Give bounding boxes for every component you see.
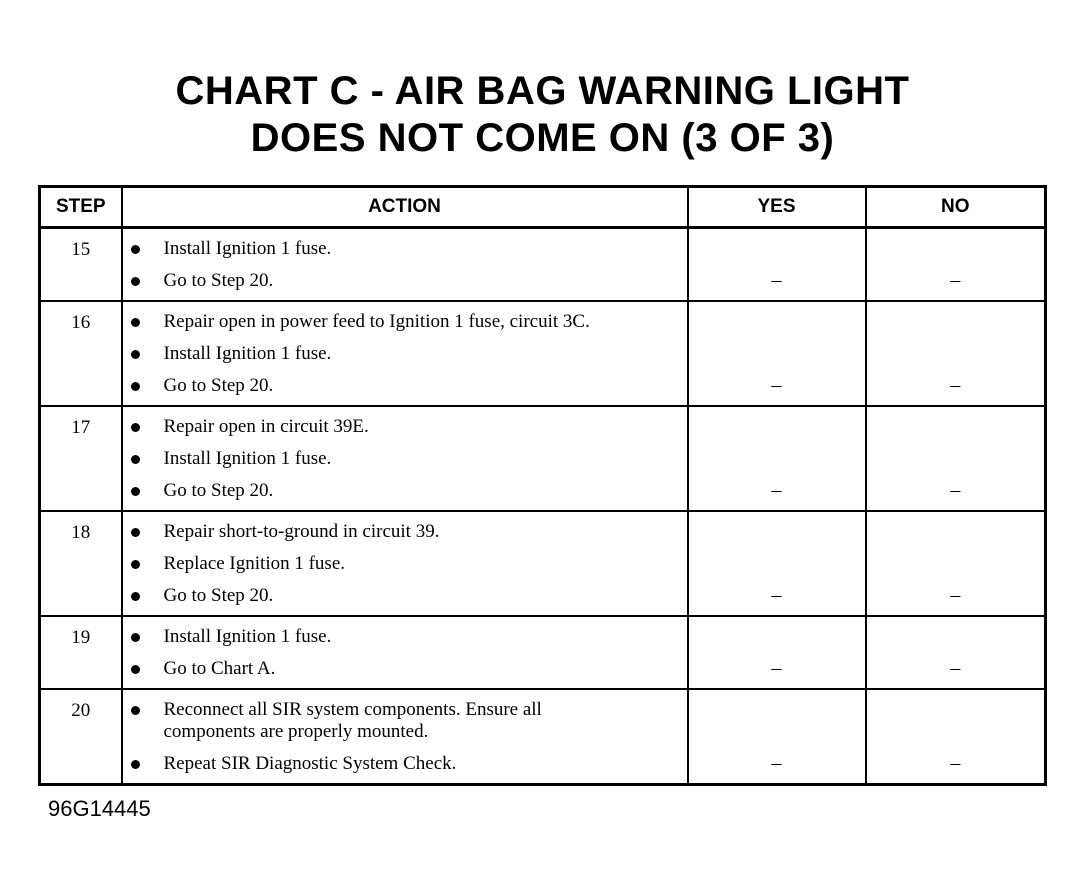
figure-code: 96G14445 (48, 796, 151, 821)
yes-cell (688, 616, 866, 689)
action-item (123, 699, 687, 743)
action-text: Repair open in power feed to Ignition 1 fuse, circuit 3C. (163, 311, 590, 332)
action-cell (122, 689, 688, 785)
no-cell (866, 228, 1046, 302)
action-item (123, 238, 687, 260)
bullet-icon (131, 423, 140, 432)
action-text: Repair open in circuit 39E. (163, 416, 369, 437)
bullet-icon (131, 350, 140, 359)
action-text: Go to Step 20. (163, 375, 274, 396)
yes-result: – (771, 374, 782, 396)
action-item (123, 585, 687, 607)
table-row (40, 406, 1046, 511)
bullet-icon (131, 665, 140, 674)
action-text: Go to Step 20. (163, 480, 274, 501)
action-item (123, 753, 687, 775)
yes-result: – (771, 584, 782, 606)
table-row (40, 616, 1046, 689)
chart-title-line2: DOES NOT COME ON (3 OF 3) (250, 116, 835, 160)
table-row (40, 301, 1046, 406)
bullet-icon (131, 382, 140, 391)
no-result: – (950, 269, 961, 291)
step-number: 17 (40, 406, 122, 511)
yes-result: – (771, 269, 782, 291)
bullet-icon (131, 706, 140, 715)
no-cell (866, 301, 1046, 406)
no-result: – (950, 584, 961, 606)
action-cell (122, 511, 688, 616)
bullet-icon (131, 560, 140, 569)
yes-cell (688, 689, 866, 785)
action-cell (122, 406, 688, 511)
no-cell (866, 616, 1046, 689)
action-text: Install Ignition 1 fuse. (163, 238, 332, 259)
no-result: – (950, 374, 961, 396)
action-item (123, 270, 687, 292)
action-text: Reconnect all SIR system components. Ensure all components are properly mounted. (163, 699, 542, 742)
yes-cell (688, 511, 866, 616)
yes-result: – (771, 657, 782, 679)
bullet-icon (131, 760, 140, 769)
yes-result: – (771, 479, 782, 501)
no-result: – (950, 752, 961, 774)
no-cell (866, 511, 1046, 616)
bullet-icon (131, 633, 140, 642)
action-text: Replace Ignition 1 fuse. (163, 553, 346, 574)
action-item (123, 416, 687, 438)
action-item (123, 626, 687, 648)
yes-cell (688, 406, 866, 511)
action-cell (122, 616, 688, 689)
table-row (40, 228, 1046, 302)
step-number: 16 (40, 301, 122, 406)
step-number: 18 (40, 511, 122, 616)
bullet-icon (131, 487, 140, 496)
action-text: Install Ignition 1 fuse. (163, 626, 332, 647)
yes-cell (688, 228, 866, 302)
table-header-row (40, 187, 1046, 228)
action-item (123, 448, 687, 470)
action-item (123, 311, 687, 333)
header-step: STEP (40, 187, 122, 228)
action-item (123, 480, 687, 502)
action-cell (122, 228, 688, 302)
action-cell (122, 301, 688, 406)
action-item (123, 343, 687, 365)
chart-title-line1: CHART C - AIR BAG WARNING LIGHT (175, 69, 910, 113)
no-cell (866, 406, 1046, 511)
bullet-icon (131, 455, 140, 464)
no-cell (866, 689, 1046, 785)
action-text: Go to Step 20. (163, 270, 274, 291)
bullet-icon (131, 245, 140, 254)
no-result: – (950, 657, 961, 679)
action-text: Repair short-to-ground in circuit 39. (163, 521, 440, 542)
bullet-icon (131, 318, 140, 327)
yes-result: – (771, 752, 782, 774)
action-item (123, 553, 687, 575)
bullet-icon (131, 592, 140, 601)
step-number: 15 (40, 228, 122, 302)
action-item (123, 521, 687, 543)
table-row (40, 689, 1046, 785)
step-number: 20 (40, 689, 122, 785)
header-no: NO (866, 187, 1046, 228)
action-item (123, 658, 687, 680)
action-text: Install Ignition 1 fuse. (163, 448, 332, 469)
yes-cell (688, 301, 866, 406)
action-text: Repeat SIR Diagnostic System Check. (163, 753, 457, 774)
step-number: 19 (40, 616, 122, 689)
diagnostic-table (38, 185, 1047, 786)
bullet-icon (131, 528, 140, 537)
header-yes: YES (688, 187, 866, 228)
action-item (123, 375, 687, 397)
action-text: Install Ignition 1 fuse. (163, 343, 332, 364)
no-result: – (950, 479, 961, 501)
table-row (40, 511, 1046, 616)
action-text: Go to Chart A. (163, 658, 276, 679)
action-text: Go to Step 20. (163, 585, 274, 606)
bullet-icon (131, 277, 140, 286)
header-action: ACTION (122, 187, 688, 228)
